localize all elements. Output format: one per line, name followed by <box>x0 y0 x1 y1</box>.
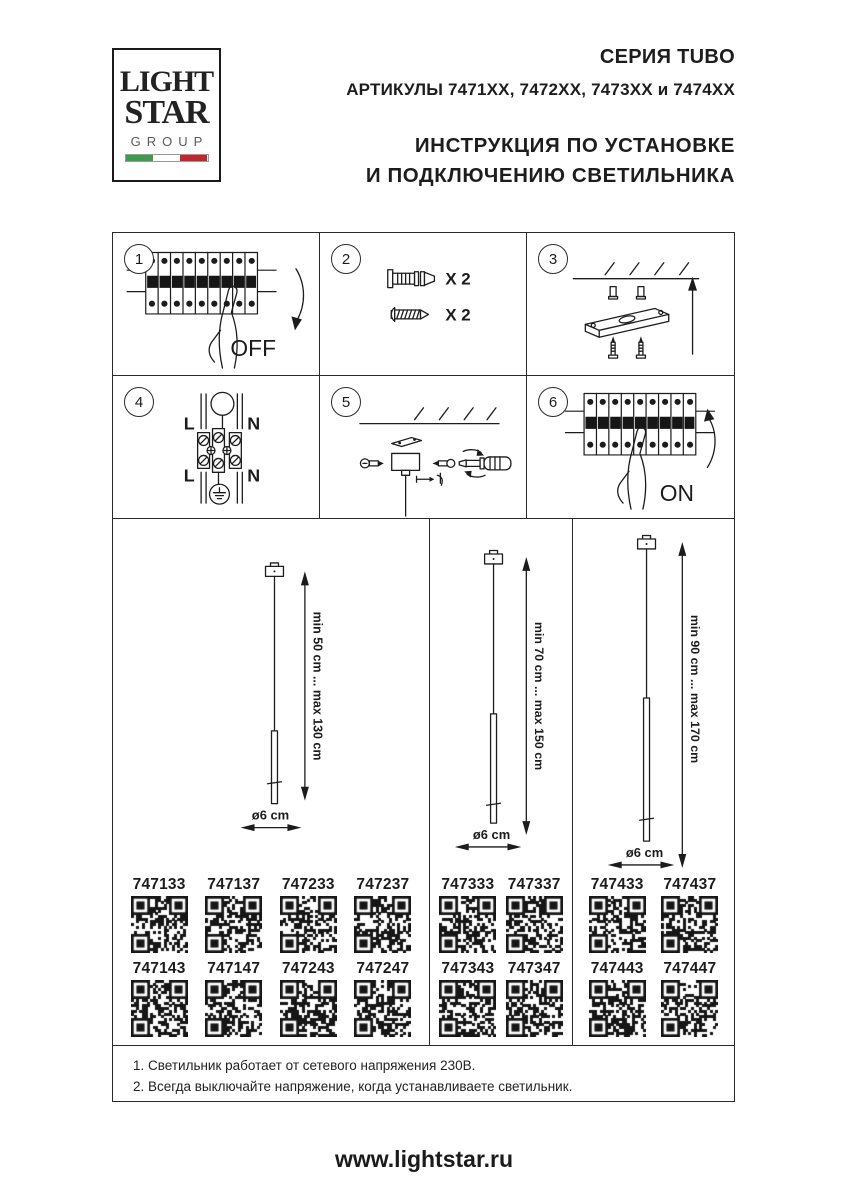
safety-notes <box>113 1045 734 1101</box>
height-range-label: min 90 cm ... max 170 cm <box>687 614 702 764</box>
italian-flag-bar <box>125 154 209 162</box>
article-qr-item <box>205 875 262 953</box>
diameter-label: ø6 cm <box>625 845 664 861</box>
logo-word-star: STAR <box>124 94 209 131</box>
article-qr-item <box>354 959 411 1037</box>
article-number: 747433 <box>590 876 644 893</box>
flag-green <box>126 155 153 161</box>
bracket-icon <box>392 438 422 447</box>
anchors-icon <box>609 287 646 299</box>
pendant-lamp-diagram-3 <box>573 519 734 875</box>
breaker-panel-icon <box>565 394 714 455</box>
height-dimension-arrow <box>301 571 309 800</box>
article-qr-item <box>589 875 646 953</box>
screws-icon <box>609 336 646 358</box>
step-5-cell <box>320 376 527 519</box>
article-number: 747333 <box>441 876 495 893</box>
article-number: 747137 <box>207 876 261 893</box>
qr-code <box>205 896 262 953</box>
rotate-down-arrow-icon <box>291 269 303 331</box>
flag-white <box>153 155 180 161</box>
note-line-2: 2. Всегда выключайте напряжение, когда устанавливаете светильник. <box>133 1079 573 1094</box>
lightstar-logo <box>112 48 221 182</box>
qr-code <box>280 980 337 1037</box>
article-number: 747337 <box>507 876 561 893</box>
step-2-cell <box>320 233 527 376</box>
step-number: 5 <box>331 387 361 417</box>
series-title: СЕРИЯ TUBO <box>599 46 735 68</box>
instruction-title <box>346 131 735 191</box>
article-number: 747447 <box>663 960 717 977</box>
article-row <box>573 959 734 1037</box>
flag-red <box>180 155 207 161</box>
side-screw-left-icon <box>360 459 383 468</box>
off-label: OFF <box>230 335 277 362</box>
step-3-cell <box>527 233 734 376</box>
qr-code <box>506 896 563 953</box>
article-number: 747343 <box>441 960 495 977</box>
article-row <box>113 959 429 1037</box>
ceiling-icon <box>573 263 698 279</box>
qr-code <box>131 896 188 953</box>
article-number: 747133 <box>132 876 186 893</box>
pendant-lamp-diagram-2 <box>430 519 572 875</box>
qr-code <box>205 980 262 1037</box>
article-qr-item <box>661 959 718 1037</box>
qr-code <box>354 980 411 1037</box>
diameter-dimension-arrow <box>608 861 675 868</box>
lamp-variant-2 <box>430 519 573 1045</box>
on-label: ON <box>659 480 695 507</box>
article-qr-item <box>506 875 563 953</box>
height-dimension-arrow <box>678 542 686 868</box>
article-number: 747247 <box>356 960 410 977</box>
logo-word-light: LIGHT <box>119 65 214 98</box>
article-qr-item <box>439 875 496 953</box>
height-range-label: min 70 cm ... max 150 cm <box>531 621 546 771</box>
article-number: 747143 <box>132 960 186 977</box>
article-row <box>430 875 572 953</box>
installation-steps <box>113 233 734 519</box>
article-qr-item <box>439 959 496 1037</box>
article-qr-item <box>354 875 411 953</box>
diameter-dimension-arrow <box>241 824 302 831</box>
side-screw-right-icon <box>432 459 454 467</box>
pendant-lamp-icon <box>485 551 503 824</box>
article-qr-group-1 <box>113 875 429 1043</box>
article-qr-item <box>506 959 563 1037</box>
line-label-top: L <box>183 413 195 434</box>
article-qr-item <box>661 875 718 953</box>
article-number: 747347 <box>507 960 561 977</box>
step-1-cell <box>113 233 320 376</box>
small-screw-and-pin-icons <box>417 473 443 485</box>
article-qr-item <box>205 959 262 1037</box>
step-number: 6 <box>538 387 568 417</box>
step-number: 2 <box>331 244 361 274</box>
qr-code <box>439 896 496 953</box>
article-qr-item <box>280 959 337 1037</box>
note-line-1: 1. Светильник работает от сетевого напряжения 230В. <box>133 1058 476 1073</box>
step-number: 4 <box>124 387 154 417</box>
qr-code <box>589 896 646 953</box>
screw-qty-label: X 2 <box>445 305 471 325</box>
canopy-icon <box>392 453 420 516</box>
article-qr-item <box>589 959 646 1037</box>
article-qr-item <box>131 959 188 1037</box>
line-label-bottom: L <box>183 465 195 486</box>
diameter-dimension-arrow <box>455 843 522 850</box>
article-row <box>430 959 572 1037</box>
article-number: 747233 <box>281 876 335 893</box>
logo-word-group: GROUP <box>130 134 209 150</box>
instruction-title-line2: И ПОДКЛЮЧЕНИЮ СВЕТИЛЬНИКА <box>365 164 735 187</box>
screw-icon <box>391 307 428 321</box>
instruction-title-line1: ИНСТРУКЦИЯ ПО УСТАНОВКЕ <box>414 134 735 157</box>
neutral-label-top: N <box>247 413 261 434</box>
qr-code <box>439 980 496 1037</box>
mounting-bracket-icon <box>585 308 668 337</box>
qr-code <box>506 980 563 1037</box>
ground-symbol-icon <box>210 484 230 504</box>
lamp-variant-3 <box>573 519 734 1045</box>
anchor-qty-label: X 2 <box>445 269 471 289</box>
step-number: 3 <box>538 244 568 274</box>
pendant-lamp-diagram-1 <box>113 519 429 875</box>
step-number: 1 <box>124 244 154 274</box>
neutral-label-bottom: N <box>247 465 261 486</box>
article-row <box>113 875 429 953</box>
step-6-cell <box>527 376 734 519</box>
article-number: 747437 <box>663 876 717 893</box>
manual-table <box>112 232 735 1102</box>
article-number: 747443 <box>590 960 644 977</box>
header-titles <box>346 46 735 191</box>
qr-code <box>131 980 188 1037</box>
step-4-cell <box>113 376 320 519</box>
qr-code <box>589 980 646 1037</box>
article-qr-group-2 <box>430 875 572 1043</box>
pendant-lamp-icon <box>266 563 284 804</box>
article-row <box>573 875 734 953</box>
qr-code <box>280 896 337 953</box>
article-number: 747147 <box>207 960 261 977</box>
qr-code <box>661 980 718 1037</box>
article-qr-item <box>131 875 188 953</box>
ceiling-icon <box>360 408 499 424</box>
rotate-up-arrow-icon <box>704 409 715 468</box>
up-arrow-icon <box>688 277 697 354</box>
wall-anchor-icon <box>388 270 435 288</box>
article-number: 747237 <box>356 876 410 893</box>
qr-code <box>354 896 411 953</box>
terminal-block-icon <box>198 392 243 504</box>
lamp-variants <box>113 519 734 1045</box>
diameter-label: ø6 cm <box>251 807 290 823</box>
lamp-variant-1 <box>113 519 430 1045</box>
height-range-label: min 50 cm ... max 130 cm <box>310 611 325 761</box>
height-dimension-arrow <box>522 557 530 835</box>
diameter-label: ø6 cm <box>472 827 511 842</box>
qr-code <box>661 896 718 953</box>
article-qr-item <box>280 875 337 953</box>
article-number: 747243 <box>281 960 335 977</box>
pendant-lamp-icon <box>638 536 656 842</box>
website-url: www.lightstar.ru <box>334 1146 514 1172</box>
articles-line: АРТИКУЛЫ 7471XX, 7472XX, 7473XX и 7474XX <box>346 80 735 99</box>
article-qr-group-3 <box>573 875 734 1043</box>
screwdriver-icon <box>459 457 511 470</box>
